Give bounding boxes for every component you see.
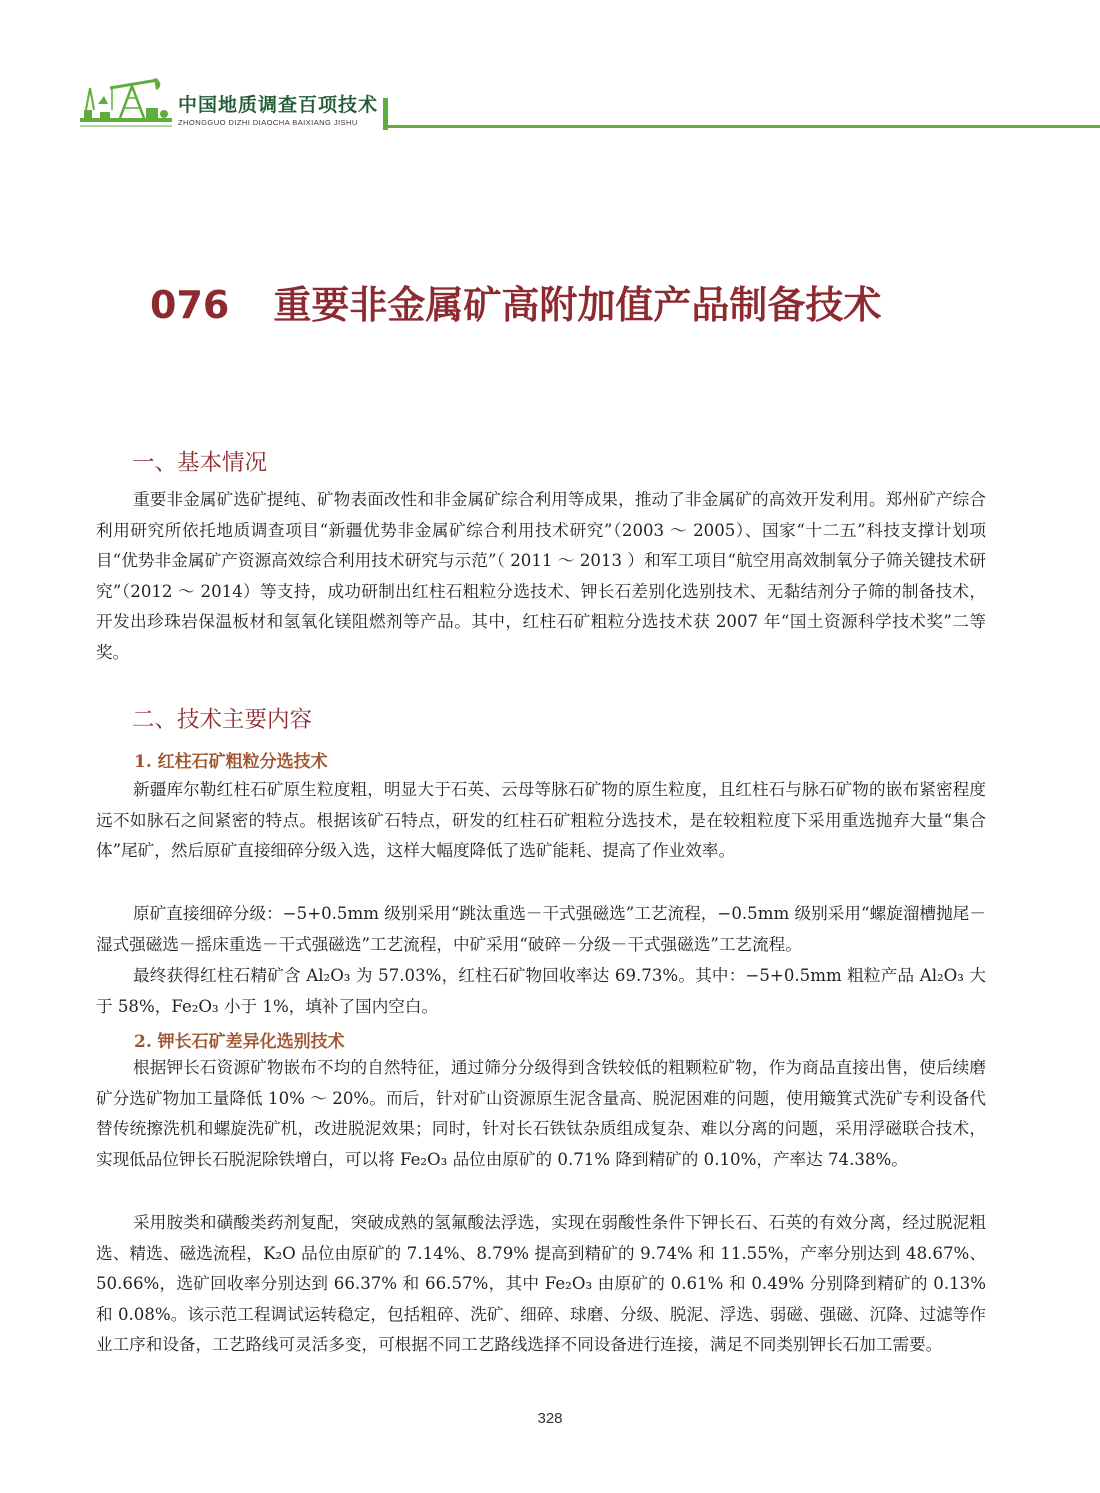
- subsection-heading-feldspar: 2. 钾长石矿差异化选别技术: [134, 1032, 345, 1052]
- paragraph: 最终获得红柱石精矿含 Al₂O₃ 为 57.03%，红柱石矿物回收率达 69.73%。其中：−5+0.5mm 粗粒产品 Al₂O₃ 大于 58%，Fe₂O₃ 小于 1%，填补了国内空白。: [96, 966, 986, 1016]
- page-header: [0, 60, 1100, 140]
- paragraph: 根据钾长石资源矿物嵌布不均的自然特征，通过筛分分级得到含铁较低的粗颗粒矿物，作为商品直接出售，使后续磨矿分选矿物加工量降低 10% ～ 20%。而后，针对矿山资源原生泥含量高、脱泥困难的问题，使用簸箕式洗矿专利设备代替传统擦洗机和螺旋洗矿机，改进脱泥效果；同时，针对长石铁钛杂质组成复杂、难以分离的问题，采用浮磁联合技术，实现低品位钾长石脱泥除铁增白，可以将 Fe₂O₃ 品位由原矿的 0.71% 降到精矿的 0.10%，产率达 74.38%。: [96, 1058, 986, 1169]
- header-rule: [383, 125, 1100, 128]
- paragraph: 采用胺类和磺酸类药剂复配，突破成熟的氢氟酸法浮选，实现在弱酸性条件下钾长石、石英的有效分离，经过脱泥粗选、精选、磁选流程，K₂O 品位由原矿的 7.14%、8.79% 提高到精矿的 9.74% 和 11.55%，产率分别达到 48.67%、50.66%，选矿回收率分别达到 66.37% 和 66.57%，其中 Fe₂O₃ 由原矿的 0.61% 和 0.49% 分别降到精矿的 0.13% 和 0.08%。该示范工程调试运转稳定，包括粗碎、洗矿、细碎、球磨、分级、脱泥、浮选、弱磁、强磁、沉降、过滤等作业工序和设备，工艺路线可灵活多变，可根据不同工艺路线选择不同设备进行连接，满足不同类别钾长石加工需要。: [96, 1213, 986, 1354]
- paragraph: 重要非金属矿选矿提纯、矿物表面改性和非金属矿综合利用等成果，推动了非金属矿的高效开发利用。郑州矿产综合利用研究所依托地质调查项目“新疆优势非金属矿综合利用技术研究”（2003 ～ 2005）、国家“十二五”科技支撑计划项目“优势非金属矿产资源高效综合利用技术研究与示范”（ 2011 ～ 2013 ）和军工项目“航空用高效制氧分子筛关键技术研究”（2012 ～ 2014）等支持，成功研制出红柱石粗粒分选技术、钾长石差别化选别技术、无黏结剂分子筛的制备技术，开发出珍珠岩保温板材和氢氧化镁阻燃剂等产品。其中，红柱石矿粗粒分选技术获 2007 年“国土资源科学技术奖”二等奖。: [96, 490, 986, 662]
- chapter-number: 076: [150, 283, 230, 327]
- section-heading-content: 二、技术主要内容: [132, 707, 313, 733]
- series-title: 中国地质调查百项技术: [178, 94, 379, 116]
- subsection-heading-andalusite: 1. 红柱石矿粗粒分选技术: [134, 752, 328, 772]
- series-subtitle: ZHONGGUO DIZHI DIAOCHA BAIXIANG JISHU: [178, 118, 358, 127]
- chapter-title: [150, 274, 881, 329]
- chapter-title-text: 重要非金属矿高附加值产品制备技术: [273, 283, 882, 327]
- paragraph: 原矿直接细碎分级：−5+0.5mm 级别采用“跳汰重选－干式强磁选”工艺流程，−0.5mm 级别采用“螺旋溜槽抛尾－湿式强磁选－摇床重选－干式强磁选”工艺流程，中矿采用“破碎－分级－干式强磁选”工艺流程。: [96, 904, 986, 954]
- paragraph: 新疆库尔勒红柱石矿原生粒度粗，明显大于石英、云母等脉石矿物的原生粒度，且红柱石与脉石矿物的嵌布紧密程度远不如脉石之间紧密的特点。根据该矿石特点，研发的红柱石矿粗粒分选技术，是在较粗粒度下采用重选抛弃大量“集合体”尾矿，然后原矿直接细碎分级入选，这样大幅度降低了选矿能耗、提高了作业效率。: [96, 780, 986, 860]
- oil-pump-logo-icon: [80, 74, 172, 130]
- page-number: 328: [537, 1410, 563, 1427]
- section-heading-basic: 一、基本情况: [132, 450, 268, 476]
